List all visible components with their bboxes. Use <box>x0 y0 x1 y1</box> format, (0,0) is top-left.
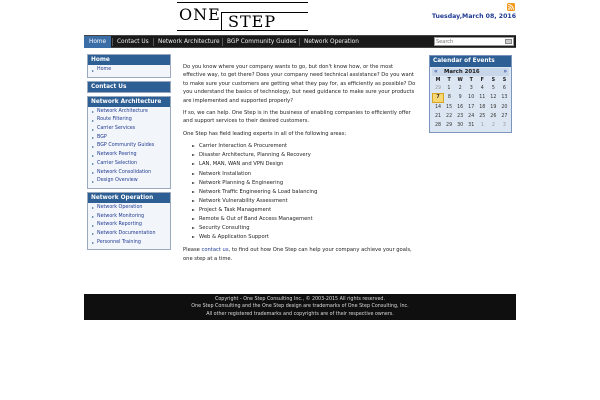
nav-bgp-community-guides[interactable]: BGP Community Guides <box>227 39 297 45</box>
weekday-header: F <box>480 77 484 83</box>
sidebar-architecture-box <box>87 96 171 189</box>
search-box <box>434 37 514 46</box>
calendar-day[interactable]: 16 <box>457 104 464 110</box>
footer-copyright: Copyright - One Step Consulting Inc., © 2003-2015 All rights reserved. <box>214 297 385 302</box>
sidebar-contact-title[interactable]: Contact Us <box>88 82 170 92</box>
sidebar-item-home[interactable]: Home <box>91 66 170 75</box>
sidebar-architecture-title[interactable]: Network Architecture <box>88 97 170 107</box>
list-item: Web & Application Support <box>192 233 416 242</box>
sidebar-item-network-operation[interactable]: Network Operation <box>91 204 170 213</box>
list-item: Network Traffic Engineering & Load balancing <box>192 188 416 197</box>
areas-list <box>192 142 416 242</box>
sidebar-item-network-monitoring[interactable]: Network Monitoring <box>91 213 170 222</box>
sidebar-item-personnel-training[interactable]: Personnel Training <box>91 239 170 248</box>
calendar-day[interactable]: 15 <box>446 104 453 110</box>
calendar-day[interactable]: 5 <box>491 86 495 92</box>
areas-intro: One Step has field leading experts in all of the following areas: <box>183 130 347 137</box>
calendar-day[interactable]: 28 <box>434 123 442 129</box>
weekday-header: T <box>447 77 451 83</box>
calendar-day[interactable]: 25 <box>479 114 486 120</box>
sidebar-operation-title[interactable]: Network Operation <box>88 193 170 203</box>
list-item: Network Installation <box>192 170 416 179</box>
help-paragraph: If so, we can help. One Step is in the business of enabling companies to efficiently offer and support services to their desired customers. <box>183 110 411 125</box>
left-sidebar <box>87 54 171 253</box>
main-content <box>183 63 416 267</box>
events-calendar <box>429 55 512 133</box>
calendar-day[interactable]: 1 <box>447 86 451 92</box>
calendar-day[interactable]: 6 <box>502 86 506 92</box>
calendar-title: Calendar of Events <box>430 56 511 67</box>
calendar-day[interactable]: 17 <box>468 104 475 110</box>
footer-trademark: One Step Consulting and the One Step design are trademarks of One Step Consulting, Inc. <box>191 304 409 310</box>
nav-network-architecture[interactable]: Network Architecture <box>158 39 220 45</box>
sidebar-item-bgp-community-guides[interactable]: BGP Community Guides <box>91 142 170 151</box>
calendar-grid <box>432 76 510 130</box>
logo-word-one: ONE <box>179 5 221 24</box>
page <box>84 0 516 320</box>
list-item: LAN, MAN, WAN and VPN Design <box>192 160 416 169</box>
one-step-logo[interactable] <box>177 2 308 31</box>
sidebar-item-route-filtering[interactable]: Route Filtering <box>91 116 170 125</box>
sidebar-item-network-consolidation[interactable]: Network Consolidation <box>91 169 170 178</box>
calendar-day[interactable]: 2 <box>458 86 462 92</box>
calendar-day[interactable]: 10 <box>468 95 475 101</box>
sidebar-home-box <box>87 54 171 78</box>
calendar-month-name: March 2016 <box>444 69 480 75</box>
list-item: Network Vulnerability Assessment <box>192 197 416 206</box>
sidebar-item-network-documentation[interactable]: Network Documentation <box>91 230 170 239</box>
weekday-header: W <box>457 77 463 83</box>
calendar-day[interactable]: 8 <box>447 95 451 101</box>
calendar-day[interactable]: 4 <box>480 86 484 92</box>
calendar-day[interactable]: 12 <box>490 95 497 101</box>
calendar-day[interactable]: 24 <box>468 114 475 120</box>
sidebar-item-network-architecture[interactable]: Network Architecture <box>91 108 170 117</box>
calendar-day[interactable]: 31 <box>468 123 475 129</box>
contact-us-link[interactable]: contact us <box>201 247 229 254</box>
calendar-day[interactable]: 13 <box>501 95 508 101</box>
list-item: Carrier Interaction & Procurement <box>192 142 416 151</box>
closing-text-after: , to find out how One Step can help your company achieve your goals, one step at a time. <box>183 247 412 262</box>
intro-paragraph: Do you know where your company wants to go, but don't know how, or the most effective way, to get there? Does your company need technical assistance? Do you want to make sure your customers are getting what they pay for, as efficiently as possible? Do you understand the basics of technology, but need guidance to make sure your products are implemented and supported properly? <box>183 64 416 104</box>
list-item: Security Consulting <box>192 224 416 233</box>
weekday-header: S <box>502 77 507 83</box>
weekday-header: T <box>469 77 473 83</box>
calendar-day[interactable]: 18 <box>479 104 486 110</box>
calendar-day[interactable]: 29 <box>446 123 453 129</box>
site-footer <box>84 294 516 320</box>
calendar-day[interactable]: 11 <box>479 95 486 101</box>
calendar-day[interactable]: 29 <box>434 85 442 91</box>
nav-network-operation[interactable]: Network Operation <box>304 39 359 45</box>
next-month-icon[interactable]: » <box>503 68 507 75</box>
calendar-day[interactable]: 23 <box>457 114 464 120</box>
calendar-day[interactable]: 30 <box>457 123 464 129</box>
footer-other-trademarks: All other registered trademarks and copyrights are of their respective owners. <box>206 311 394 317</box>
rss-icon[interactable] <box>507 3 515 11</box>
sidebar-item-carrier-selection[interactable]: Carrier Selection <box>91 160 170 169</box>
calendar-day-today[interactable]: 7 <box>433 93 444 102</box>
sidebar-item-bgp[interactable]: BGP <box>91 134 170 143</box>
list-item: Remote & Out of Band Access Management <box>192 215 416 224</box>
calendar-day[interactable]: 26 <box>490 114 497 120</box>
calendar-day[interactable]: 2 <box>491 123 495 129</box>
current-date: Tuesday,March 08, 2016 <box>431 13 516 20</box>
prev-month-icon[interactable]: « <box>434 68 438 75</box>
closing-paragraph <box>183 246 416 263</box>
sidebar-item-carrier-services[interactable]: Carrier Services <box>91 125 170 134</box>
calendar-day[interactable]: 19 <box>490 104 497 110</box>
sidebar-home-title[interactable]: Home <box>88 55 170 65</box>
calendar-day[interactable]: 3 <box>469 86 473 92</box>
logo-word-step: STEP <box>228 12 277 31</box>
calendar-day[interactable]: 3 <box>502 123 506 129</box>
calendar-day[interactable]: 27 <box>501 114 508 120</box>
nav-home[interactable]: Home <box>84 36 111 48</box>
search-button[interactable] <box>505 39 512 44</box>
calendar-day[interactable]: 9 <box>458 95 462 101</box>
calendar-day[interactable]: 14 <box>434 104 442 110</box>
calendar-day[interactable]: 22 <box>446 114 453 120</box>
weekday-header: M <box>435 77 441 83</box>
search-input[interactable] <box>435 38 503 45</box>
weekday-header: S <box>491 77 496 83</box>
sidebar-operation-box <box>87 192 171 250</box>
sidebar-contact-box <box>87 81 171 93</box>
sidebar-item-design-overview[interactable]: Design Overview <box>91 177 170 186</box>
calendar-month-nav <box>432 68 509 76</box>
list-item: Project & Task Management <box>192 206 416 215</box>
nav-contact-us[interactable]: Contact Us <box>117 39 149 45</box>
calendar-day[interactable]: 20 <box>501 104 508 110</box>
closing-text-before: Please <box>183 247 202 254</box>
calendar-day[interactable]: 1 <box>480 123 484 129</box>
sidebar-item-network-peering[interactable]: Network Peering <box>91 151 170 160</box>
list-item: Disaster Architecture, Planning & Recovery <box>192 151 416 160</box>
calendar-day[interactable]: 21 <box>434 114 442 120</box>
sidebar-item-network-reporting[interactable]: Network Reporting <box>91 221 170 230</box>
list-item: Network Planning & Engineering <box>192 179 416 188</box>
